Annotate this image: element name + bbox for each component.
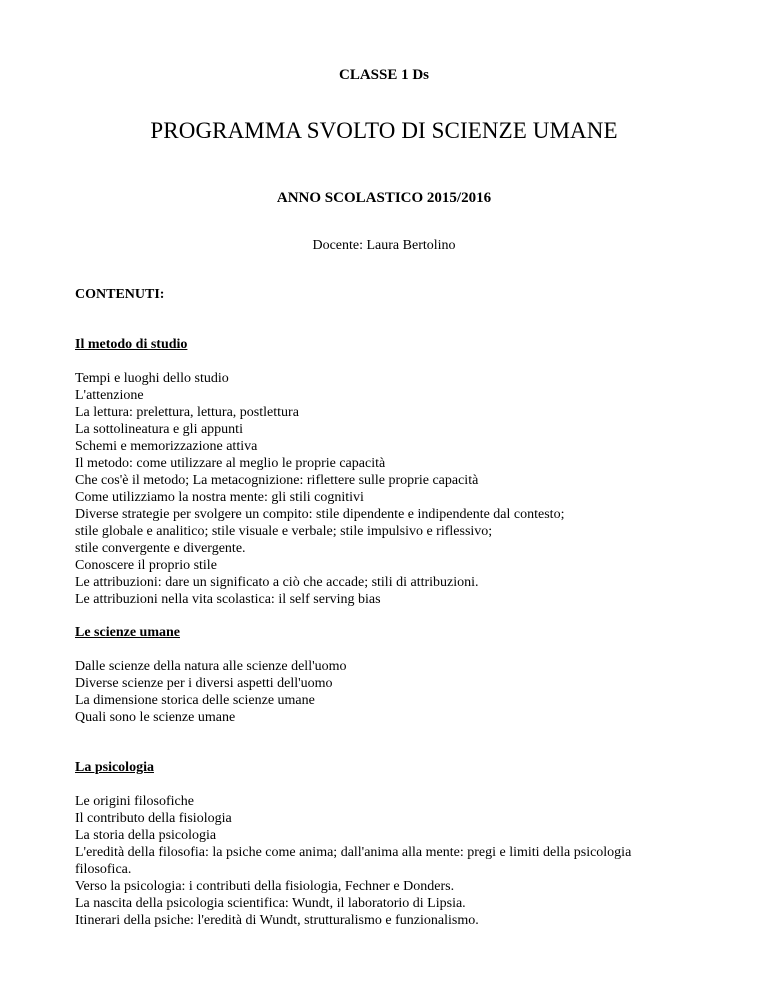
school-year: ANNO SCOLASTICO 2015/2016 <box>276 190 492 206</box>
section-metodo-di-studio <box>75 336 715 608</box>
content-line: Le attribuzioni nella vita scolastica: il self serving bias <box>75 592 381 607</box>
class-title: CLASSE 1 Ds <box>338 67 430 83</box>
content-line: Il metodo: come utilizzare al meglio le proprie capacità <box>75 456 386 471</box>
content-line: Verso la psicologia: i contributi della fisiologia, Fechner e Donders. <box>75 879 455 894</box>
content-line: Itinerari della psiche: l'eredità di Wundt, strutturalismo e funzionalismo. <box>75 913 479 928</box>
section-lines <box>75 658 715 726</box>
content-line: stile convergente e divergente. <box>75 541 246 556</box>
content-line: Come utilizziamo la nostra mente: gli stili cognitivi <box>75 490 364 505</box>
content-line: La nascita della psicologia scientifica: Wundt, il laboratorio di Lipsia. <box>75 896 466 911</box>
content-line: Diverse scienze per i diversi aspetti dell'uomo <box>75 676 333 691</box>
section-lines <box>75 370 715 608</box>
content-line: stile globale e analitico; stile visuale e verbale; stile impulsivo e riflessivo; <box>75 524 493 539</box>
content-line: Schemi e memorizzazione attiva <box>75 439 258 454</box>
section-scienze-umane <box>75 624 715 726</box>
content-line: La storia della psicologia <box>75 828 217 843</box>
teacher-name: Docente: Laura Bertolino <box>312 238 456 253</box>
content-line: Le origini filosofiche <box>75 794 194 809</box>
content-line: Dalle scienze della natura alle scienze dell'uomo <box>75 659 347 674</box>
content-line: La sottolineatura e gli appunti <box>75 422 243 437</box>
content-line: Diverse strategie per svolgere un compito: stile dipendente e indipendente dal contesto; <box>75 507 565 522</box>
section-heading: Le scienze umane <box>75 625 180 640</box>
section-heading: Il metodo di studio <box>75 337 188 352</box>
content-line: Conoscere il proprio stile <box>75 558 217 573</box>
content-line: La lettura: prelettura, lettura, postlettura <box>75 405 299 420</box>
content-line: Il contributo della fisiologia <box>75 811 232 826</box>
section-psicologia <box>75 759 715 929</box>
contents-label: CONTENUTI: <box>75 287 165 302</box>
content-line: Che cos'è il metodo; La metacognizione: riflettere sulle proprie capacità <box>75 473 479 488</box>
content-line: Quali sono le scienze umane <box>75 710 236 725</box>
content-line: L'eredità della filosofia: la psiche come anima; dall'anima alla mente: pregi e limiti della psicologia <box>75 845 632 860</box>
section-lines <box>75 793 715 929</box>
content-line: Le attribuzioni: dare un significato a ciò che accade; stili di attribuzioni. <box>75 575 479 590</box>
page-title: PROGRAMMA SVOLTO DI SCIENZE UMANE <box>150 118 618 143</box>
content-line: filosofica. <box>75 862 132 877</box>
content-line: La dimensione storica delle scienze umane <box>75 693 315 708</box>
content-line: Tempi e luoghi dello studio <box>75 371 229 386</box>
content-line: L'attenzione <box>75 388 144 403</box>
section-heading: La psicologia <box>75 760 154 775</box>
